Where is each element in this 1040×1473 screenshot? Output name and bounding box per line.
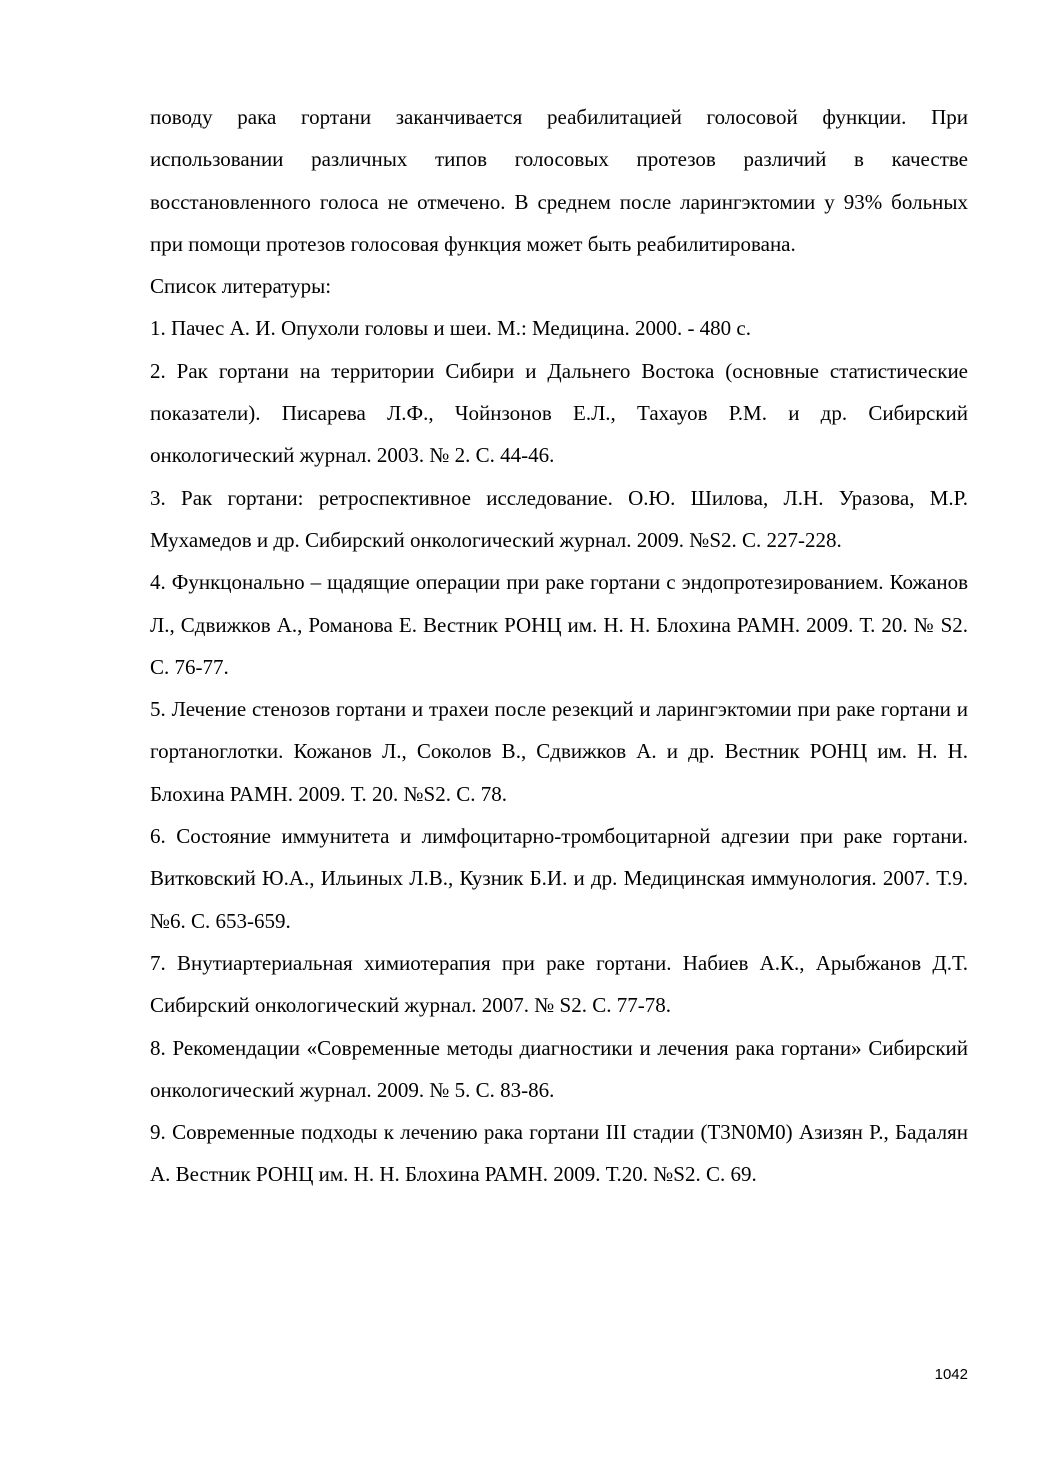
reference-item-1: 1. Пачес А. И. Опухоли головы и шеи. М.: Медицина. 2000. - 480 с.	[150, 316, 752, 341]
reference-item-8: 8. Рекомендации «Современные методы диагностики и лечения рака гортани» Сибирский онкологический журнал. 2009. № 5. С. 83-86.	[150, 1035, 968, 1102]
references-heading: Список литературы:	[150, 274, 332, 299]
reference-item-3: 3. Рак гортани: ретроспективное исследование. О.Ю. Шилова, Л.Н. Уразова, М.Р. Мухамедов и др. Сибирский онкологический журнал. 2009. №S2. С. 227-228.	[150, 485, 968, 552]
page-body	[150, 96, 968, 1196]
reference-item-5: 5. Лечение стенозов гортани и трахеи после резекций и ларингэктомии при раке гортани и гортаноглотки. Кожанов Л., Соколов В., Сдвижков А. и др. Вестник РОНЦ им. Н. Н. Блохина РАМН. 2009. Т. 20. №S2. С. 78.	[150, 697, 968, 806]
intro-paragraph: поводу рака гортани заканчивается реабилитацией голосовой функции. При использовании различных типов голосовых протезов различий в качестве восстановленного голоса не отмечено. В среднем после ларингэктомии у 93% больных при помощи протезов голосовая функция может быть реабилитирована.	[150, 105, 968, 256]
reference-item-2: 2. Рак гортани на территории Сибири и Дальнего Востока (основные статистические показатели). Писарева Л.Ф., Чойнзонов Е.Л., Тахауов Р.М. и др. Сибирский онкологический журнал. 2003. № 2. С. 44-46.	[150, 358, 968, 468]
reference-item-4: 4. Функцонально – щадящие операции при раке гортани с эндопротезированием. Кожанов Л., Сдвижков А., Романова Е. Вестник РОНЦ им. Н. Н. Блохина РАМН. 2009. Т. 20. № S2. С. 76-77.	[150, 570, 968, 679]
page-number: 1042	[934, 1366, 968, 1383]
reference-item-6: 6. Состояние иммунитета и лимфоцитарно-тромбоцитарной адгезии при раке гортани. Витковский Ю.А., Ильиных Л.В., Кузник Б.И. и др. Медицинская иммунология. 2007. Т.9. №6. С. 653-659.	[150, 824, 968, 933]
reference-item-7: 7. Внутиартериальная химиотерапия при раке гортани. Набиев А.К., Арыбжанов Д.Т. Сибирский онкологический журнал. 2007. № S2. С. 77-78.	[150, 950, 968, 1018]
reference-item-9: 9. Современные подходы к лечению рака гортани III стадии (T3N0M0) Азизян Р., Бадалян А. Вестник РОНЦ им. Н. Н. Блохина РАМН. 2009. Т.20. №S2. С. 69.	[150, 1120, 968, 1187]
